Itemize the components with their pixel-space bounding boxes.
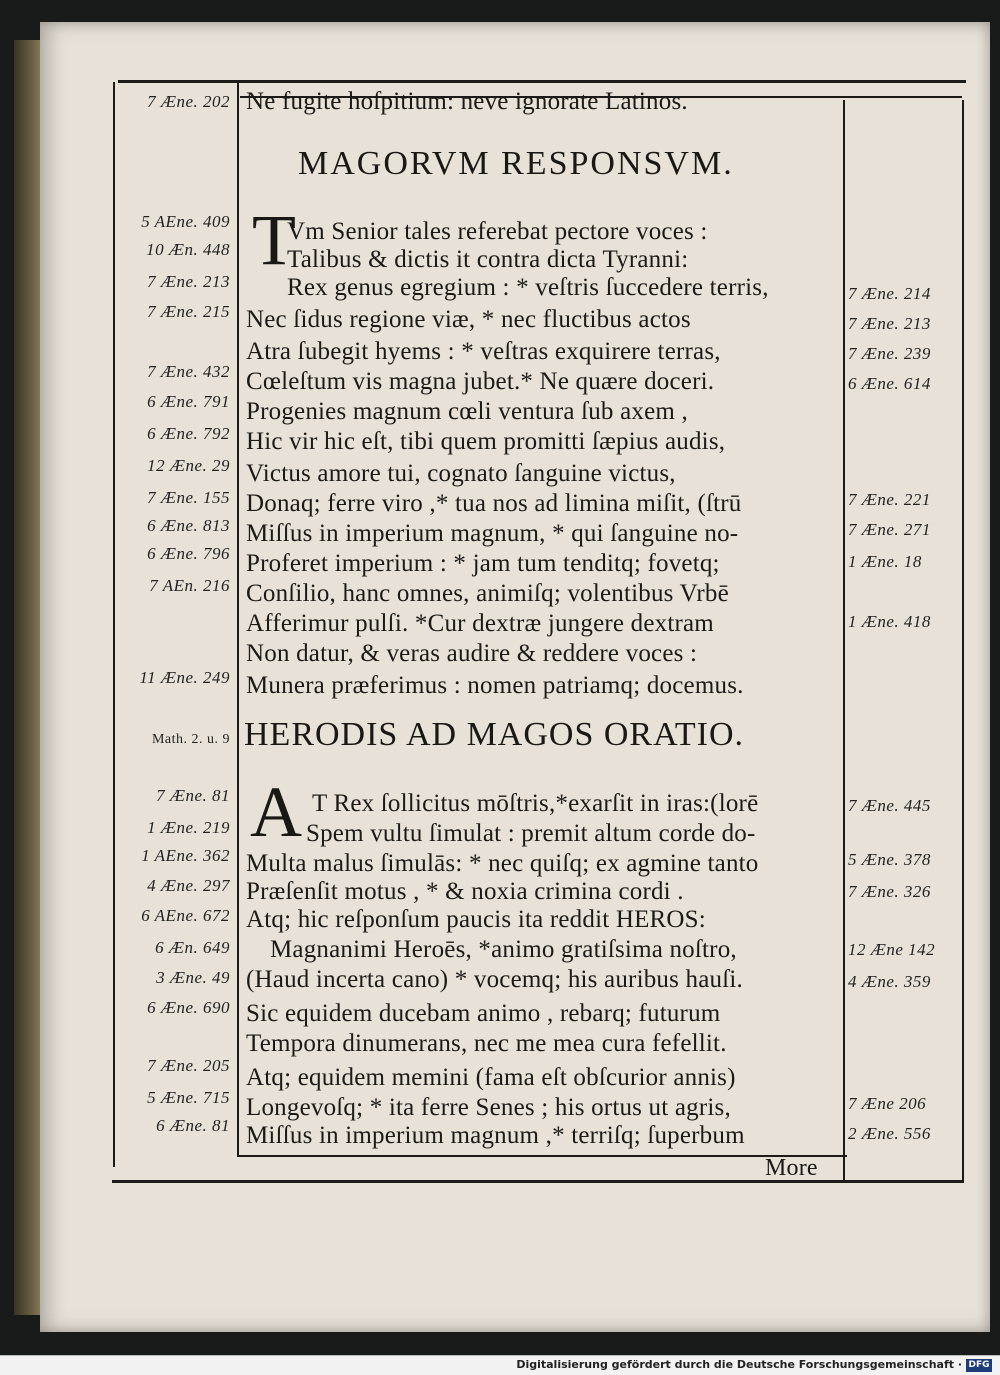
margin-reference: 1 Æne. 18 (848, 552, 922, 571)
margin-reference: 6 Æne. 81 (156, 1116, 230, 1135)
heading-herodis-oratio: HERODIS AD MAGOS ORATIO. (244, 716, 745, 753)
text-line: Sic equidem ducebam animo , rebarq; futurum (246, 1000, 721, 1027)
outer-right-rule (962, 100, 964, 1180)
text-line: Victus amore tui, cognato ſanguine victus, (246, 460, 676, 487)
margin-reference: 12 Æne. 29 (147, 456, 230, 475)
left-column-rule (237, 82, 239, 1157)
margin-reference: 5 AEne. 409 (141, 212, 230, 231)
text-line: (Haud incerta cano) * vocemq; his auribus hauſi. (246, 966, 743, 993)
margin-reference: 6 Æne. 813 (147, 516, 230, 535)
margin-reference: 5 Æne. 378 (848, 850, 931, 869)
footer-bar (0, 1355, 1000, 1375)
margin-reference: 4 Æne. 359 (848, 972, 931, 991)
margin-reference: 7 Æne. 205 (147, 1056, 230, 1075)
text-line: Vm Senior tales referebat pectore voces : (287, 218, 708, 245)
margin-reference: 7 Æne. 202 (147, 92, 230, 111)
text-line: T Rex ſollicitus mōſtris,*exarſit in iras:(lorē (312, 790, 759, 817)
margin-reference: 1 Æne. 219 (147, 818, 230, 837)
margin-reference: 4 Æne. 297 (147, 876, 230, 895)
dfg-logo: DFG (966, 1359, 992, 1372)
text-line: Multa malus ſimulās: * nec quiſq; ex agmine tanto (246, 850, 759, 877)
text-line: Munera præferimus : nomen patriamq; docemus. (246, 672, 744, 699)
text-line: Donaq; ferre viro ,* tua nos ad limina miſit, (ſtrū (246, 490, 742, 517)
margin-reference: 6 Æn. 649 (155, 938, 230, 957)
text-line: Hic vir hic eſt, tibi quem promitti ſæpius audis, (246, 428, 726, 455)
text-line: Proferet imperium : * jam tum tenditq; fovetq; (246, 550, 720, 577)
text-line: Ne fugite hoſpitium: neve ignorate Latinos. (246, 88, 688, 115)
margin-reference: 7 Æne. 326 (848, 882, 931, 901)
heading-magorum-responsum: MAGORVM RESPONSVM. (298, 145, 734, 182)
footer-credit: Digitalisierung gefördert durch die Deutsche Forschungsgemeinschaft · (516, 1358, 962, 1371)
text-line: Rex genus egregium : * veſtris ſuccedere terris, (287, 274, 769, 301)
text-line: Cœleſtum vis magna jubet.* Ne quære doceri. (246, 368, 715, 395)
bottom-rule-1 (237, 1155, 847, 1157)
right-column-rule (843, 100, 845, 1180)
margin-reference: 7 Æne. 239 (848, 344, 931, 363)
margin-reference: 7 Æne 206 (848, 1094, 927, 1113)
catchword: More (765, 1155, 818, 1181)
margin-reference: 7 Æne. 215 (147, 302, 230, 321)
margin-reference: 10 Æn. 448 (146, 240, 230, 259)
text-line: Afferimur pulſi. *Cur dextræ jungere dextram (246, 610, 714, 637)
text-line: Magnanimi Heroēs, *animo gratiſsima noſtro, (270, 936, 737, 963)
margin-reference: 7 Æne. 213 (848, 314, 931, 333)
drop-cap-a: A (250, 772, 302, 852)
outer-left-rule (113, 82, 115, 1167)
margin-reference: 12 Æne 142 (848, 940, 936, 959)
margin-reference: 7 Æne. 214 (848, 284, 931, 303)
margin-reference: 7 Æne. 213 (147, 272, 230, 291)
frame-top-rule (118, 80, 966, 83)
margin-reference: 6 Æne. 690 (147, 998, 230, 1017)
margin-reference: 7 Æne. 445 (848, 796, 931, 815)
margin-reference: 1 AEne. 362 (141, 846, 230, 865)
margin-reference: 6 AEne. 672 (141, 906, 230, 925)
text-line: Conſilio, hanc omnes, animiſq; volentibus Vrbē (246, 580, 729, 607)
margin-reference: 7 Æne. 155 (147, 488, 230, 507)
text-line: Talibus & dictis it contra dicta Tyranni: (287, 246, 689, 273)
text-line: Progenies magnum cœli ventura ſub axem , (246, 398, 688, 425)
text-line: Spem vultu ſimulat : premit altum corde do- (306, 820, 756, 847)
text-line: Miſſus in imperium magnum, * qui ſanguine no- (246, 520, 739, 547)
text-line: Nec ſidus regione viæ, * nec fluctibus actos (246, 306, 691, 333)
text-line: Atq; equidem memini (fama eſt obſcurior annis) (246, 1064, 736, 1091)
drop-cap-t: T (252, 200, 296, 280)
text-line: Miſſus in imperium magnum ,* terriſq; ſuperbum (246, 1122, 745, 1149)
text-line: Tempora dinumerans, nec me mea cura fefellit. (246, 1030, 727, 1057)
margin-reference: 3 Æne. 49 (156, 968, 230, 987)
margin-reference: 5 Æne. 715 (147, 1088, 230, 1107)
margin-reference: 11 Æne. 249 (139, 668, 230, 687)
margin-reference: 7 Æne. 432 (147, 362, 230, 381)
margin-reference: 7 AEn. 216 (149, 576, 230, 595)
text-line: Atra ſubegit hyems : * veſtras exquirere terras, (246, 338, 721, 365)
margin-reference: 1 Æne. 418 (848, 612, 931, 631)
margin-reference: 6 Æne. 614 (848, 374, 931, 393)
margin-reference: 6 Æne. 791 (147, 392, 230, 411)
bottom-rule-2 (112, 1180, 964, 1183)
margin-reference: 7 Æne. 271 (848, 520, 931, 539)
margin-reference: 6 Æne. 796 (147, 544, 230, 563)
margin-reference: 7 Æne. 81 (156, 786, 230, 805)
margin-reference: 2 Æne. 556 (848, 1124, 931, 1143)
margin-reference: Math. 2. u. 9 (151, 732, 230, 747)
margin-reference: 7 Æne. 221 (848, 490, 931, 509)
text-line: Præſenſit motus , * & noxia crimina cordi . (246, 878, 684, 905)
text-line: Longevoſq; * ita ferre Senes ; his ortus ut agris, (246, 1094, 731, 1121)
margin-reference: 6 Æne. 792 (147, 424, 230, 443)
text-line: Atq; hic reſponſum paucis ita reddit HEROS: (246, 906, 706, 933)
text-line: Non datur, & veras audire & reddere voces : (246, 640, 698, 667)
